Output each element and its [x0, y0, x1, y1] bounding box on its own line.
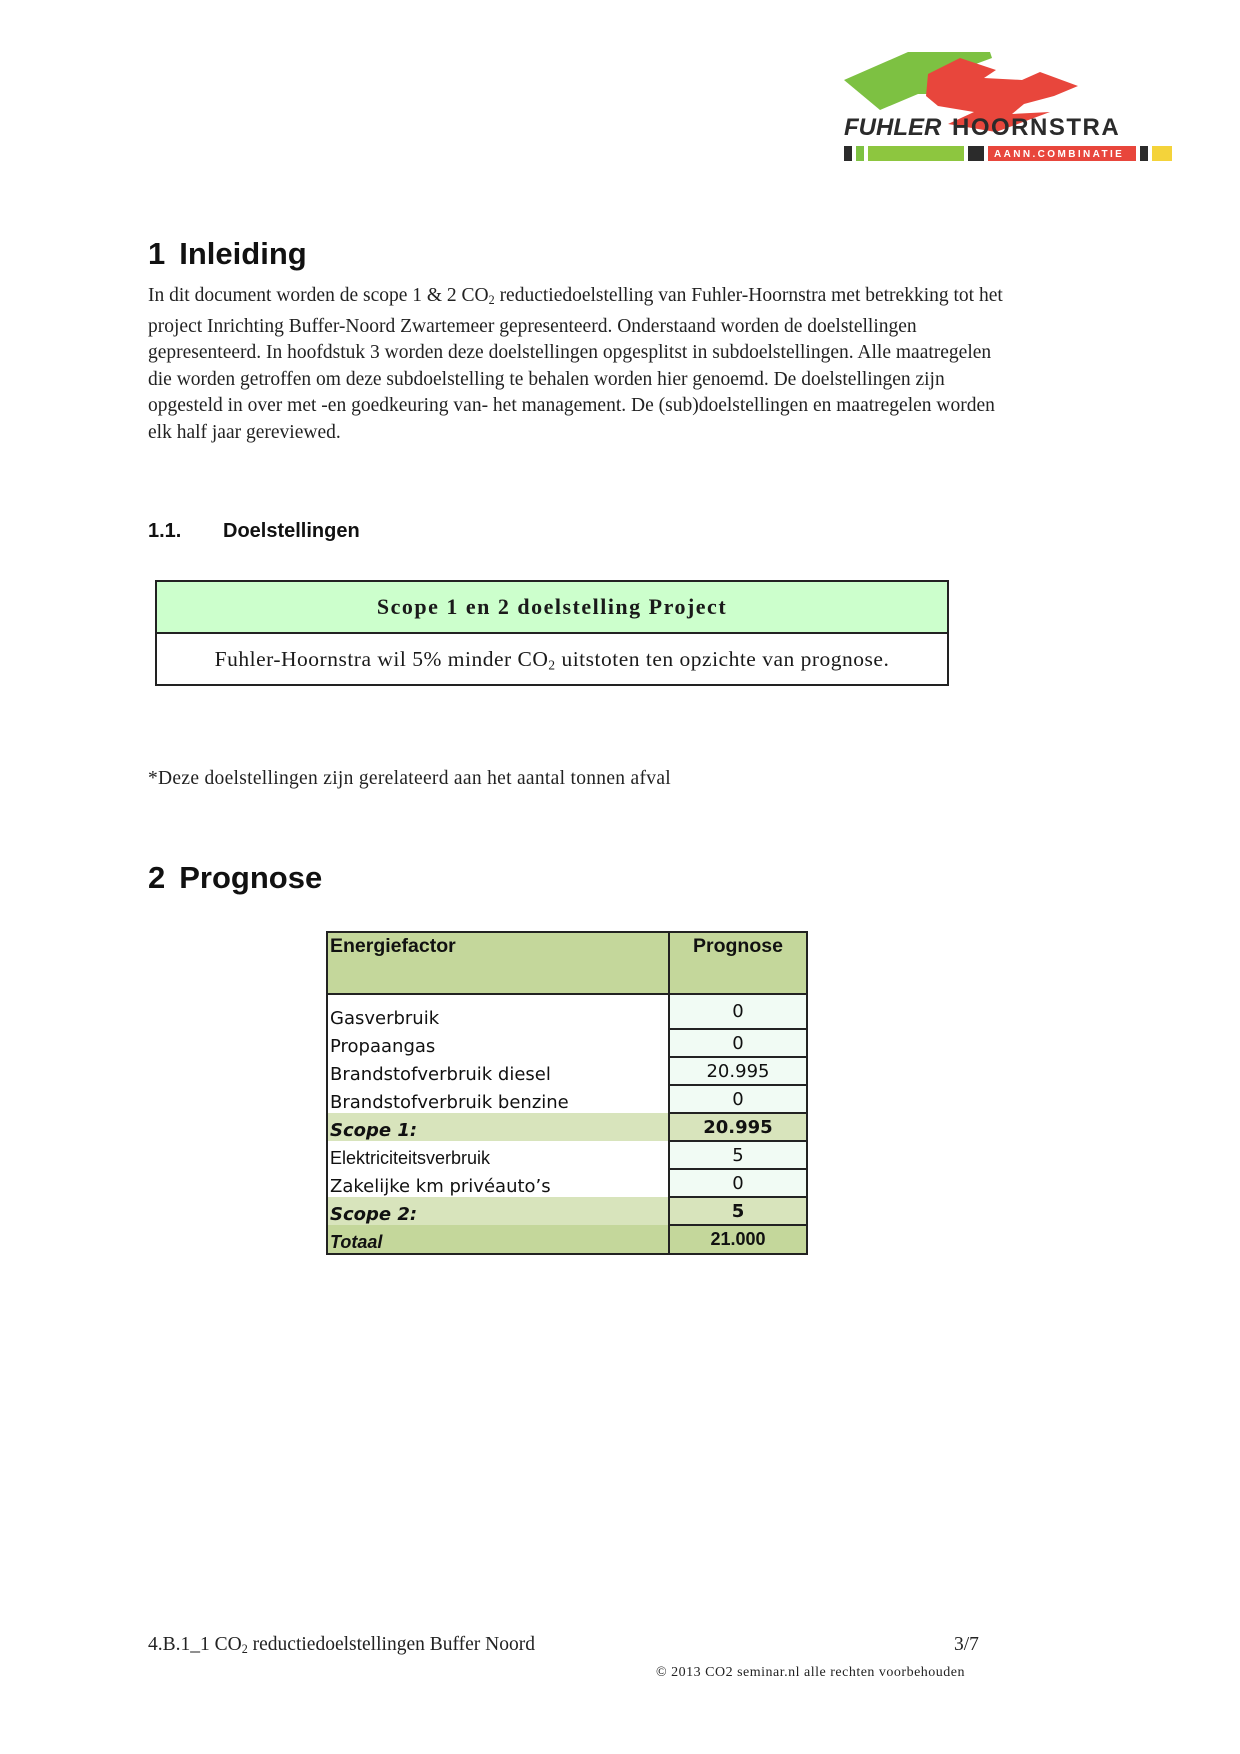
subsection-1-1-title: Doelstellingen — [223, 520, 360, 542]
row-value: 0 — [669, 994, 807, 1029]
logo-stripe-yellow — [1152, 146, 1172, 161]
row-value: 5 — [669, 1141, 807, 1169]
subsection-1-1-heading — [148, 520, 360, 543]
scope-1-subtotal-row — [327, 1113, 807, 1141]
table-row — [327, 1141, 807, 1169]
row-label: Scope 2: — [327, 1197, 669, 1225]
intro-text-rest: reductiedoelstelling van Fuhler-Hoornstra met betrekking tot het project Inrichting Buffer-Noord Zwartemeer gepresenteerd. Onderstaand worden de doelstellingen gepresenteerd. In hoofdstuk 3 worden deze doelstellingen opgesplitst in subdoelstellingen. Alle maatregelen die worden getroffen om deze subdoelstelling te behalen worden hier genoemd. De doelstellingen zijn opgesteld in over met -en goedkeuring van- het management. De (sub)doelstellingen en maatregelen worden elk half jaar gereviewed. — [148, 285, 1003, 443]
table-row — [327, 1029, 807, 1057]
row-label: Scope 1: — [327, 1113, 669, 1141]
section-1-heading — [148, 236, 307, 272]
logo-stripe-green-1 — [856, 146, 864, 161]
table-row — [327, 1169, 807, 1197]
table-row — [327, 994, 807, 1029]
footer-doc-end: reductiedoelstellingen Buffer Noord — [247, 1634, 535, 1655]
total-row — [327, 1225, 807, 1254]
goal-text-start: Fuhler-Hoornstra wil 5% minder CO — [214, 647, 549, 671]
intro-co2-subscript: 2 — [488, 293, 495, 308]
section-2-number: 2 — [148, 860, 166, 895]
row-label: Gasverbruik — [327, 994, 669, 1029]
section-2-title: Prognose — [179, 860, 323, 895]
footnote: *Deze doelstellingen zijn gerelateerd aan het aantal tonnen afval — [148, 768, 672, 789]
logo-tagline: AANN.COMBINATIE — [994, 149, 1125, 160]
row-value: 20.995 — [669, 1113, 807, 1141]
footer-document-title — [148, 1634, 535, 1657]
footer-copyright: © 2013 CO2 seminar.nl alle rechten voorbehouden — [656, 1665, 966, 1680]
logo-word-hoornstra: HOORNSTRA — [952, 114, 1121, 141]
column-header-energiefactor: Energiefactor — [327, 932, 669, 994]
intro-paragraph — [148, 283, 1008, 446]
subsection-1-1-number: 1.1. — [148, 520, 182, 542]
scope-goal-text — [157, 634, 947, 684]
footer-doc-start: 4.B.1_1 CO — [148, 1634, 242, 1655]
logo-stripe-green-2 — [868, 146, 964, 161]
row-label: Elektriciteitsverbruik — [327, 1141, 669, 1169]
scope-goal-box — [155, 580, 949, 686]
row-label: Brandstofverbruik diesel — [327, 1057, 669, 1085]
row-value: 21.000 — [669, 1225, 807, 1254]
row-label: Brandstofverbruik benzine — [327, 1085, 669, 1113]
goal-text-end: uitstoten ten opzichte van prognose. — [555, 647, 890, 671]
table-row — [327, 1085, 807, 1113]
footer-page-number: 3/7 — [954, 1634, 979, 1655]
scope-2-subtotal-row — [327, 1197, 807, 1225]
row-value: 0 — [669, 1085, 807, 1113]
section-2-heading — [148, 860, 322, 896]
logo-stripe-dark-3 — [1140, 146, 1148, 161]
prognose-header-row — [327, 932, 807, 994]
prognose-table — [326, 931, 808, 1255]
goal-co2-subscript: 2 — [548, 657, 556, 673]
column-header-prognose: Prognose — [669, 932, 807, 994]
section-1-number: 1 — [148, 236, 166, 271]
logo-stripe-dark-2 — [968, 146, 984, 161]
row-value: 0 — [669, 1169, 807, 1197]
table-row — [327, 1057, 807, 1085]
logo-word-fuhler: FUHLER — [844, 114, 942, 141]
row-label: Propaangas — [327, 1029, 669, 1057]
fuhler-hoornstra-logo — [844, 52, 1184, 174]
intro-text-start: In dit document worden de scope 1 & 2 CO — [148, 285, 489, 306]
row-value: 0 — [669, 1029, 807, 1057]
row-label: Totaal — [327, 1225, 669, 1254]
logo-stripe-dark-1 — [844, 146, 852, 161]
footer-co2-subscript: 2 — [241, 1642, 248, 1657]
row-value: 20.995 — [669, 1057, 807, 1085]
scope-goal-header: Scope 1 en 2 doelstelling Project — [157, 582, 947, 634]
row-label: Zakelijke km privéauto’s — [327, 1169, 669, 1197]
row-value: 5 — [669, 1197, 807, 1225]
section-1-title: Inleiding — [179, 236, 307, 271]
